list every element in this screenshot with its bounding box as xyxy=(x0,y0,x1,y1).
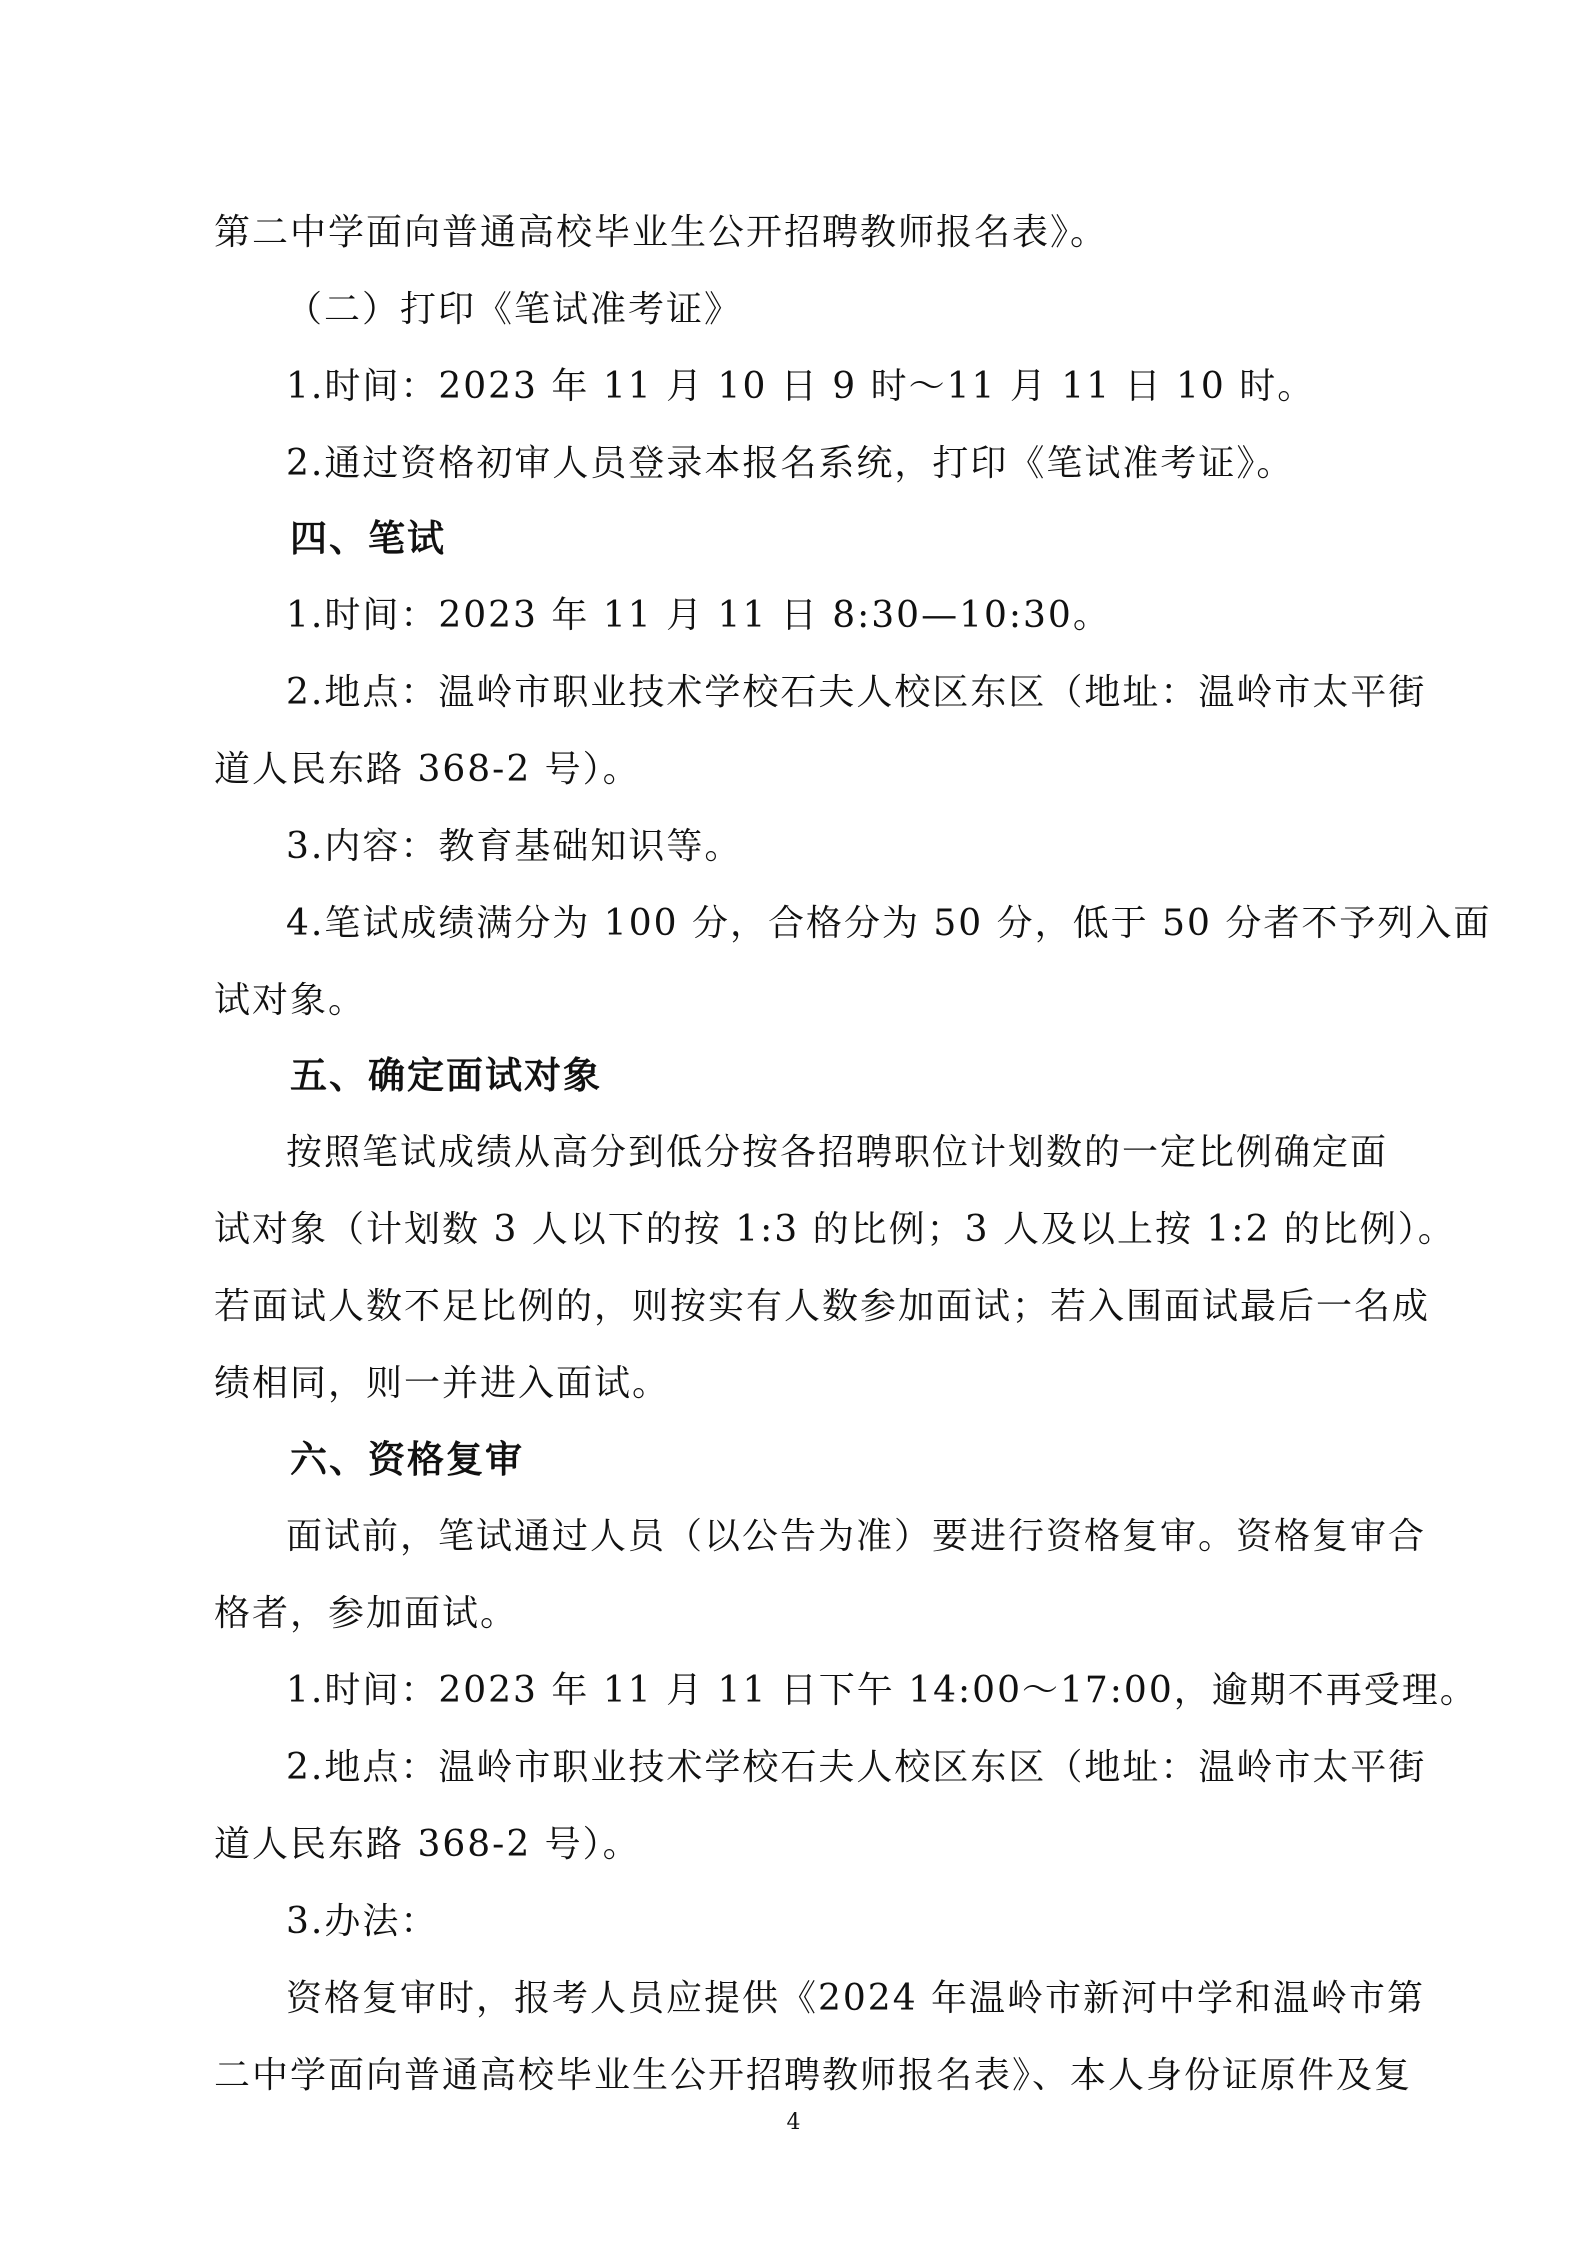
text-line: 2.地点：温岭市职业技术学校石夫人校区东区（地址：温岭市太平街 xyxy=(286,672,1427,713)
text-line: 1.时间：2023 年 11 月 11 日 8:30—10:30。 xyxy=(286,595,1111,636)
text-line: 资格复审时，报考人员应提供《2024 年温岭市新河中学和温岭市第 xyxy=(286,1978,1426,2019)
text-line: 若面试人数不足比例的，则按实有人数参加面试；若入围面试最后一名成 xyxy=(214,1286,1431,1327)
text-line: 格者，参加面试。 xyxy=(214,1593,519,1634)
text-line: 试对象。 xyxy=(214,980,367,1021)
section-heading: 五、确定面试对象 xyxy=(290,1054,602,1097)
text-line: 3.内容：教育基础知识等。 xyxy=(286,826,743,867)
section-heading: 六、资格复审 xyxy=(290,1438,524,1481)
text-line: 2.地点：温岭市职业技术学校石夫人校区东区（地址：温岭市太平街 xyxy=(286,1747,1427,1788)
text-line: 4.笔试成绩满分为 100 分，合格分为 50 分，低于 50 分者不予列入面 xyxy=(286,903,1492,944)
text-line: 3.办法： xyxy=(286,1901,439,1942)
text-line: 按照笔试成绩从高分到低分按各招聘职位计划数的一定比例确定面 xyxy=(286,1132,1389,1173)
text-line: 试对象（计划数 3 人以下的按 1:3 的比例；3 人及以上按 1:2 的比例）。 xyxy=(214,1209,1456,1250)
text-line: 道人民东路 368-2 号）。 xyxy=(214,1824,641,1865)
text-line: 道人民东路 368-2 号）。 xyxy=(214,749,641,790)
page-number: 4 xyxy=(786,2110,801,2135)
text-line: 第二中学面向普通高校毕业生公开招聘教师报名表》。 xyxy=(214,212,1109,253)
text-line: 面试前，笔试通过人员（以公告为准）要进行资格复审。资格复审合 xyxy=(286,1516,1427,1557)
text-line: 绩相同，则一并进入面试。 xyxy=(214,1363,671,1404)
text-line: 1.时间：2023 年 11 月 11 日下午 14:00～17:00，逾期不再受理。 xyxy=(286,1670,1478,1711)
text-line: 二中学面向普通高校毕业生公开招聘教师报名表》、本人身份证原件及复 xyxy=(214,2055,1413,2096)
text-line: 2.通过资格初审人员登录本报名系统，打印《笔试准考证》。 xyxy=(286,443,1295,484)
section-heading: 四、笔试 xyxy=(290,517,446,560)
text-line: 1.时间：2023 年 11 月 10 日 9 时～11 月 11 日 10 时。 xyxy=(286,366,1316,407)
subsection-heading: （二）打印《笔试准考证》 xyxy=(286,289,743,330)
